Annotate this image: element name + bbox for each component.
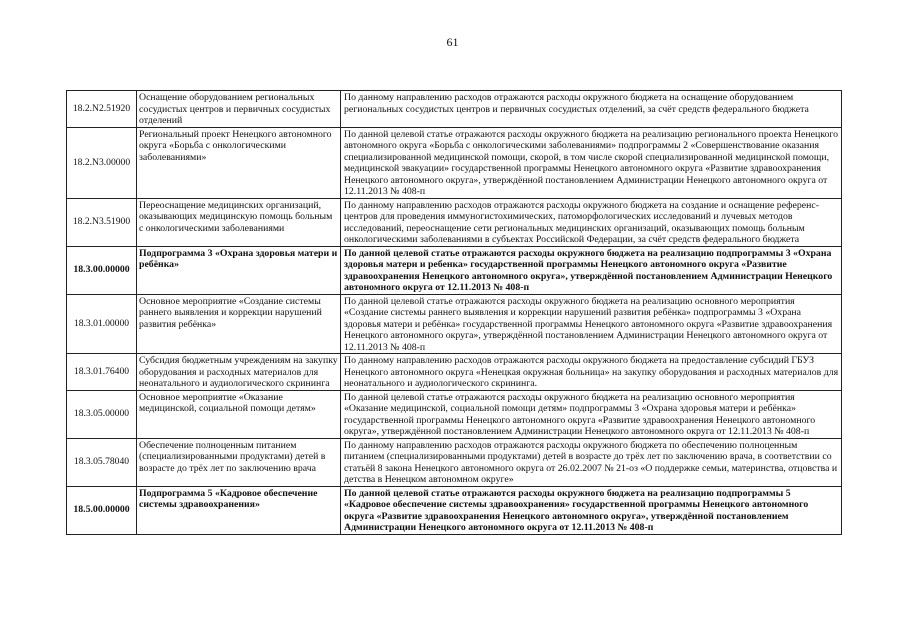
row-name: Субсидия бюджетным учреждениям на закупку оборудования и расходных материалов для неонатального и аудиологического скрининга <box>137 354 341 391</box>
table-row <box>67 127 842 198</box>
row-description: По данному направлению расходов отражаются расходы окружного бюджета на предоставление субсидий ГБУЗ Ненецкого автономного округа «Ненецкая окружная больница» на закупку оборудования и расходных материалов для неонатального и аудиологического скрининга. <box>341 354 842 391</box>
table-row <box>67 390 842 438</box>
table-row <box>67 246 842 294</box>
row-code: 18.2.N3.51900 <box>67 198 137 246</box>
row-description: По данной целевой статье отражаются расходы окружного бюджета на реализацию подпрограммы 5 «Кадровое обеспечение системы здравоохранения» государственной программы Ненецкого автономного округа «Развитие здравоохранения Ненецкого автономного округа», утверждённой постановлением Администрации Ненецкого автономного округа от 12.11.2013 № 408-п <box>341 486 842 534</box>
row-description: По данной целевой статье отражаются расходы окружного бюджета на реализацию подпрограммы 3 «Охрана здоровья матери и ребенка» государственной программы Ненецкого автономного округа «Развитие здравоохранения Ненецкого автономного округа», утверждённой постановлением Администрации Ненецкого автономного округа от 12.11.2013 № 408-п <box>341 246 842 294</box>
row-description: По данному направлению расходов отражаются расходы окружного бюджета на оснащение оборудованием региональных сосудистых центров и первичных сосудистых отделений, за счёт средств федерального бюджета <box>341 91 842 128</box>
row-name: Переоснащение медицинских организаций, оказывающих медицинскую помощь больным с онкологическими заболеваниями <box>137 198 341 246</box>
row-name: Оснащение оборудованием региональных сосудистых центров и первичных сосудистых отделений <box>137 91 341 128</box>
row-name: Подпрограмма 3 «Охрана здоровья матери и ребёнка» <box>137 246 341 294</box>
row-name: Региональный проект Ненецкого автономного округа «Борьба с онкологическими заболеваниями» <box>137 127 341 198</box>
row-code: 18.3.05.00000 <box>67 390 137 438</box>
row-description: По данному направлению расходов отражаются расходы окружного бюджета по обеспечению полноценным питанием (специализированными продуктами) детей в возрасте до трёх лет по заключению врача, в соответствии со статьёй 8 закона Ненецкого автономного округа от 26.02.2007 № 21-оз «О поддержке семьи, материнства, отцовства и детства в Ненецком автономном округе» <box>341 438 842 486</box>
row-name: Подпрограмма 5 «Кадровое обеспечение системы здравоохранения» <box>137 486 341 534</box>
table-row <box>67 91 842 128</box>
table-row <box>67 438 842 486</box>
row-code: 18.3.01.76400 <box>67 354 137 391</box>
row-code: 18.3.01.00000 <box>67 294 137 354</box>
table-row <box>67 294 842 354</box>
table-row <box>67 486 842 534</box>
row-name: Основное мероприятие «Оказание медицинской, социальной помощи детям» <box>137 390 341 438</box>
row-code: 18.2.N2.51920 <box>67 91 137 128</box>
budget-classification-table <box>66 90 842 535</box>
row-description: По данной целевой статье отражаются расходы окружного бюджета на реализацию регионального проекта Ненецкого автономного округа «Борьба с онкологическими заболеваниями» подпрограммы 2 «Совершенствование оказания специализированной медицинской помощи, скорой, в том числе скорой специализированной медицинской помощи, медицинской эвакуации» государственной программы Ненецкого автономного округа «Развитие здравоохранения Ненецкого автономного округа», утверждённой постановлением Администрации Ненецкого автономного округа от 12.11.2013 № 408-п <box>341 127 842 198</box>
row-description: По данной целевой статье отражаются расходы окружного бюджета на реализацию основного мероприятия «Оказание медицинской, социальной помощи детям» подпрограммы 3 «Охрана здоровья матери и ребёнка» государственной программы Ненецкого автономного округа «Развитие здравоохранения Ненецкого автономного округа», утверждённой постановлением Администрации Ненецкого автономного округа от 12.11.2013 № 408-п <box>341 390 842 438</box>
row-code: 18.5.00.00000 <box>67 486 137 534</box>
table-row <box>67 354 842 391</box>
row-code: 18.3.05.78040 <box>67 438 137 486</box>
page-number: 61 <box>446 35 459 49</box>
row-description: По данному направлению расходов отражаются расходы окружного бюджета на создание и оснащение референс-центров для проведения иммуногистохимических, патоморфологических исследований и лучевых методов исследований, переоснащение сети региональных медицинских организаций, оказывающих помощь больным онкологическими заболеваниями в субъектах Российской Федерации, за счёт средств федерального бюджета <box>341 198 842 246</box>
row-name: Обеспечение полноценным питанием (специализированными продуктами) детей в возрасте до трёх лет по заключению врача <box>137 438 341 486</box>
row-code: 18.3.00.00000 <box>67 246 137 294</box>
table-row <box>67 198 842 246</box>
row-description: По данной целевой статье отражаются расходы окружного бюджета на реализацию основного мероприятия «Создание системы раннего выявления и коррекции нарушений развития ребёнка» подпрограммы 3 «Охрана здоровья матери и ребёнка» государственной программы Ненецкого автономного округа «Развитие здравоохранения Ненецкого автономного округа», утверждённой постановлением Администрации Ненецкого автономного округа от 12.11.2013 № 408-п <box>341 294 842 354</box>
row-code: 18.2.N3.00000 <box>67 127 137 198</box>
table-body <box>67 91 842 535</box>
row-name: Основное мероприятие «Создание системы раннего выявления и коррекции нарушений развития ребёнка» <box>137 294 341 354</box>
